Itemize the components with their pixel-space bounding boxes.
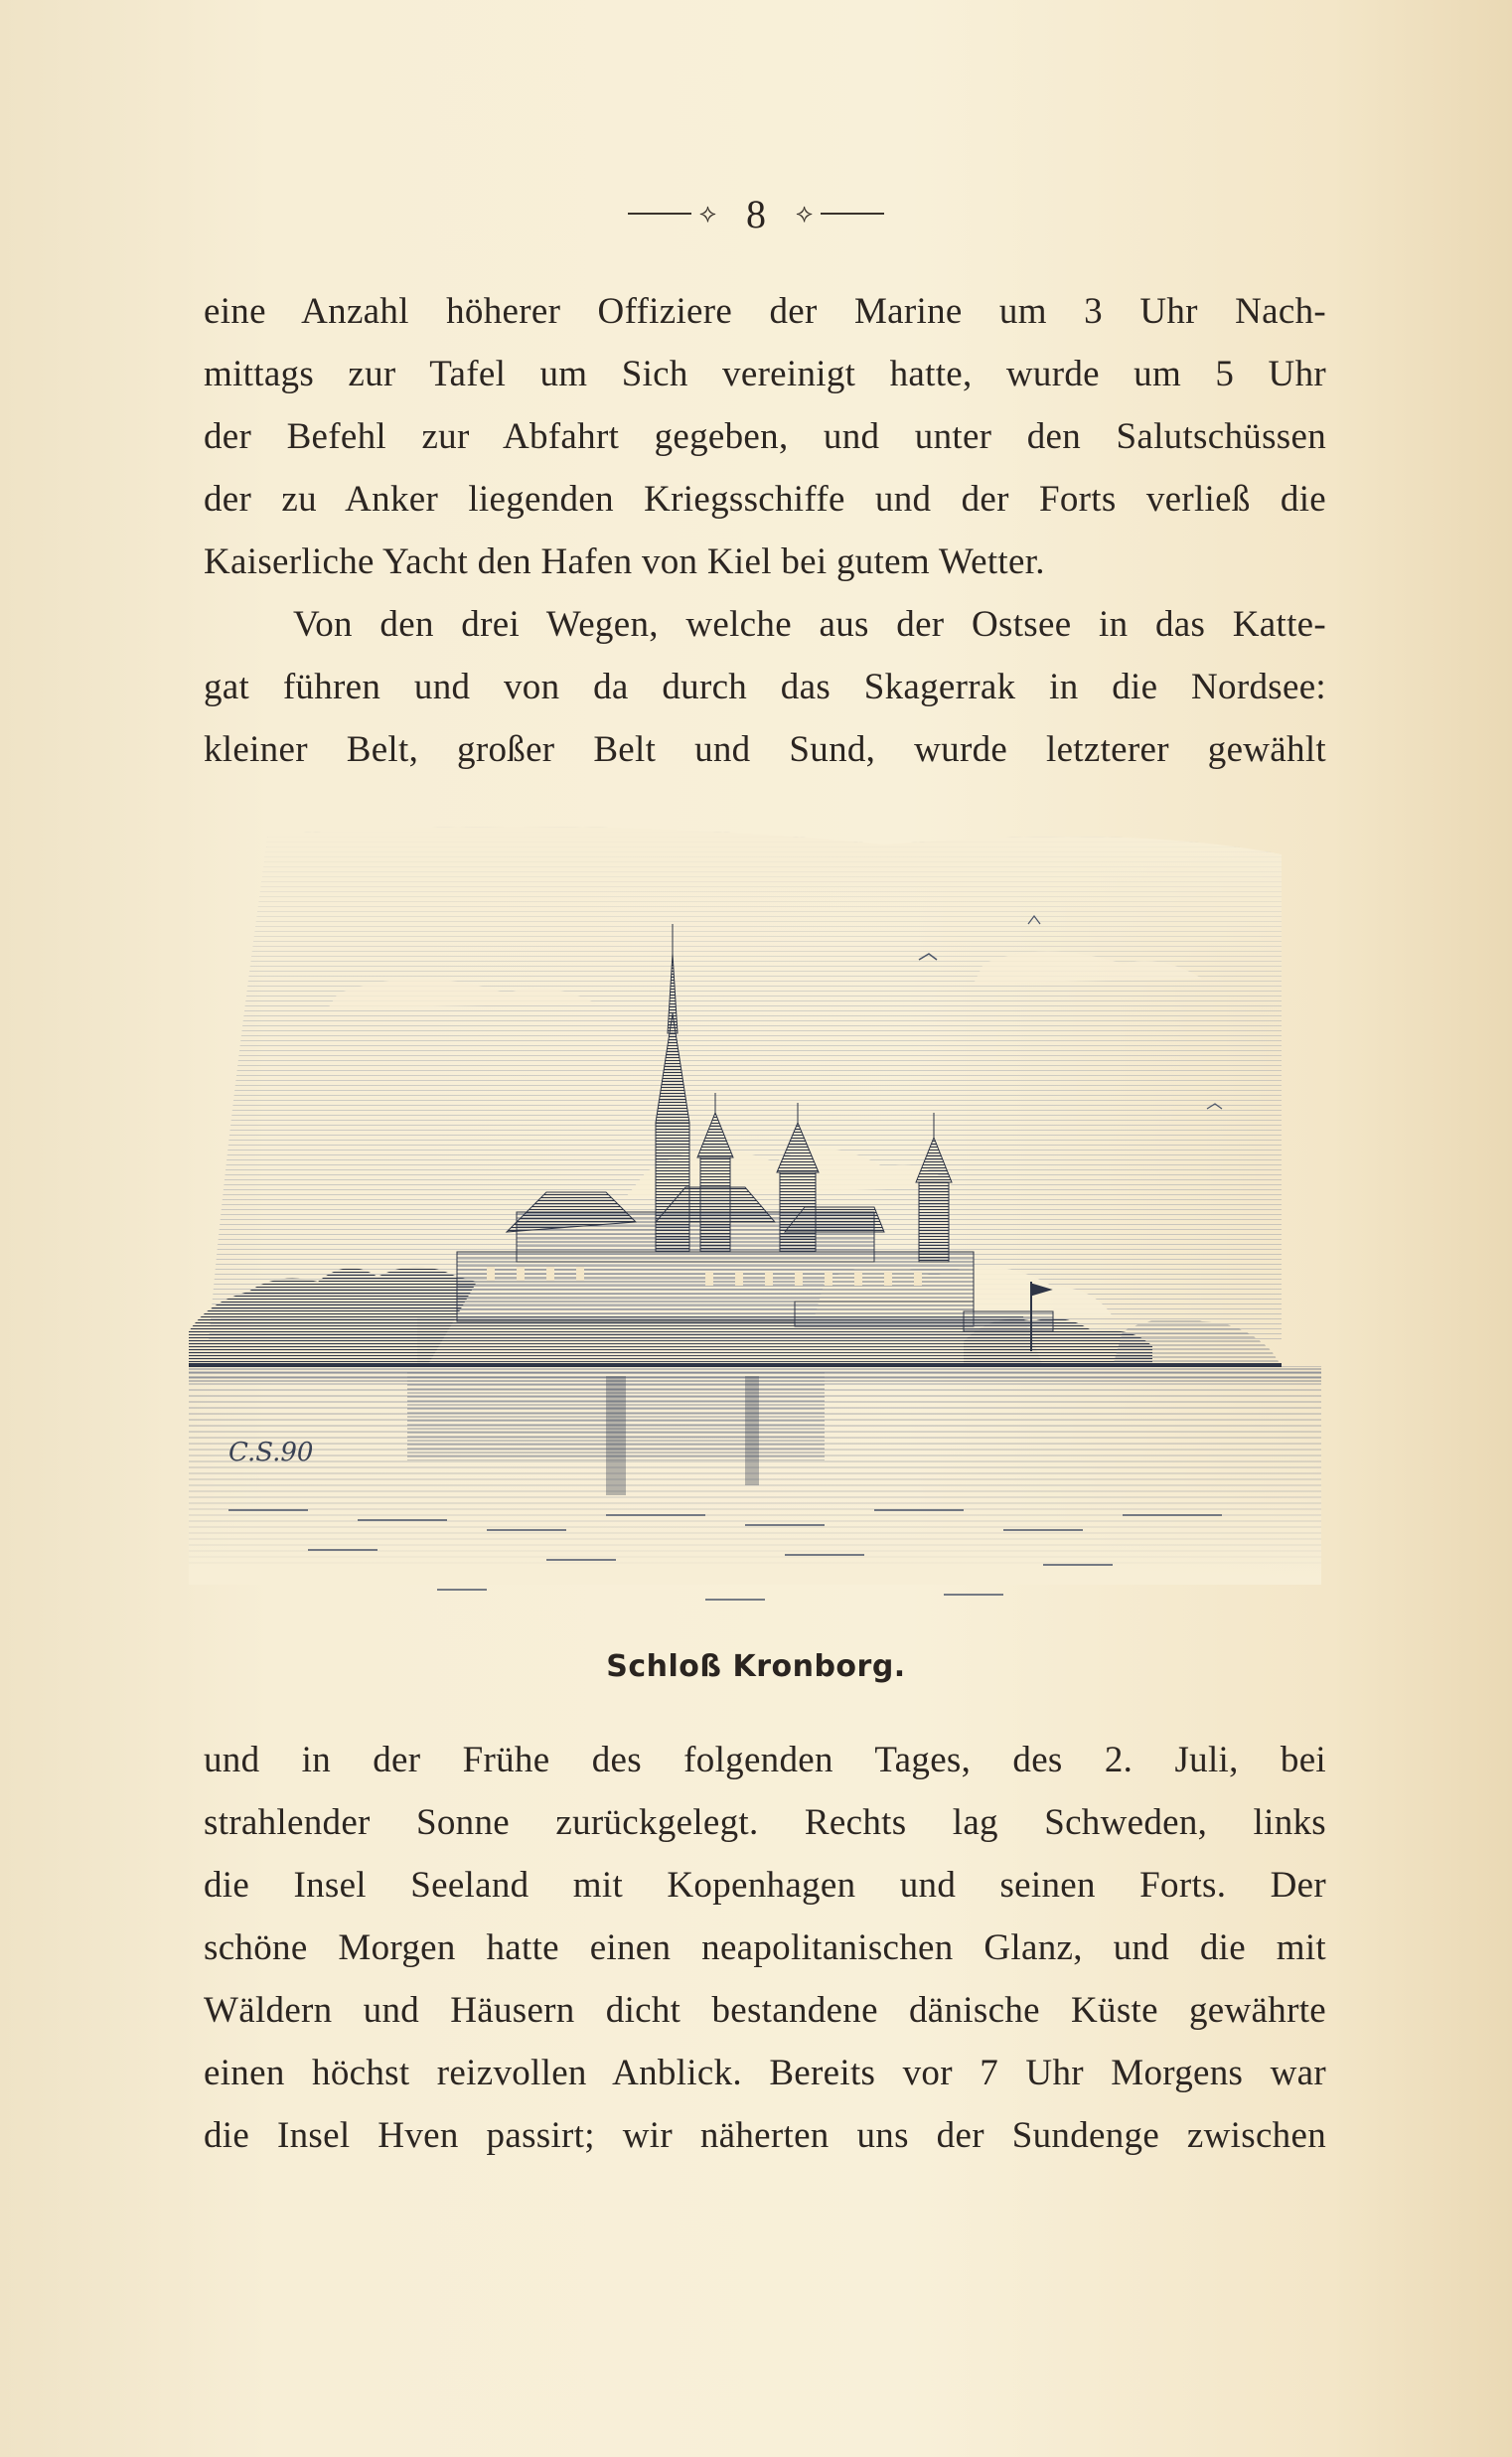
text-line: der Befehl zur Abfahrt gegeben, und unter den Salutschüssen [204, 416, 1326, 457]
castle-engraving-image [189, 815, 1321, 1629]
fleuron-icon: ⟡ [698, 198, 716, 229]
text-line: eine Anzahl höherer Offiziere der Marine um 3 Uhr Nach- [204, 291, 1326, 332]
water [189, 1366, 1321, 1585]
text-block-bottom [204, 1729, 1326, 2167]
header-ornament-left [628, 199, 724, 230]
text-block-top [204, 280, 1326, 781]
text-line: die Insel Seeland mit Kopenhagen und seinen Forts. Der [204, 1865, 1326, 1906]
ornament-rule [821, 213, 884, 215]
text-line: einen höchst reizvollen Anblick. Bereits vor 7 Uhr Morgens war [204, 2053, 1326, 2093]
text-line: die Insel Hven passirt; wir näherten uns der Sundenge zwischen [204, 2115, 1326, 2156]
paragraph-2 [204, 593, 1326, 781]
text-line: schöne Morgen hatte einen neapolitanischen Glanz, und die mit [204, 1927, 1326, 1968]
artist-signature: C.S.90 [228, 1438, 314, 1467]
text-line: strahlender Sonne zurückgelegt. Rechts lag Schweden, links [204, 1802, 1326, 1843]
page-header [0, 189, 1512, 238]
paragraph-3 [204, 1729, 1326, 2167]
text-line: mittags zur Tafel um Sich vereinigt hatte, wurde um 5 Uhr [204, 354, 1326, 394]
paragraph-1 [204, 280, 1326, 593]
text-line: der zu Anker liegenden Kriegsschiffe und der Forts verließ die [204, 479, 1326, 520]
text-line: kleiner Belt, großer Belt und Sund, wurde letzterer gewählt [204, 729, 1326, 770]
text-line: gat führen und von da durch das Skagerrak in die Nordsee: [204, 667, 1326, 707]
text-line: Kaiserliche Yacht den Hafen von Kiel bei gutem Wetter. [204, 541, 1045, 582]
engraving-illustration [189, 815, 1321, 1629]
fleuron-icon: ⟡ [796, 198, 814, 229]
ornament-rule [628, 213, 691, 215]
text-line: Wäldern und Häusern dicht bestandene dänische Küste gewährte [204, 1990, 1326, 2031]
header-ornament-right [788, 199, 884, 230]
text-line: und in der Frühe des folgenden Tages, des 2. Juli, bei [204, 1740, 1326, 1780]
text-line: Von den drei Wegen, welche aus der Ostsee in das Katte- [293, 604, 1326, 645]
page-number: 8 [746, 191, 766, 236]
figure-caption: Schloß Kronborg. [606, 1649, 906, 1684]
